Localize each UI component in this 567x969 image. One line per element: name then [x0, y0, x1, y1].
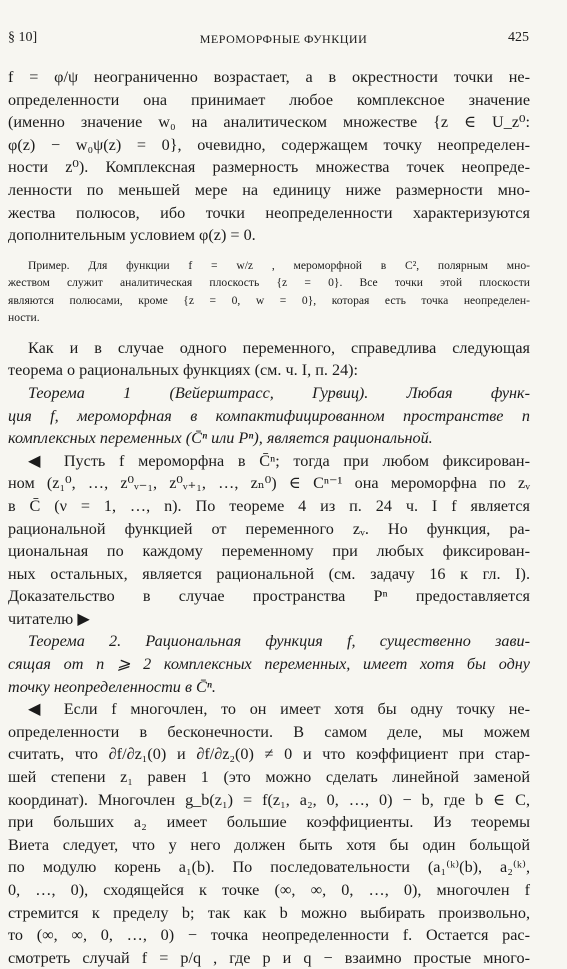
intro-paragraph	[8, 337, 530, 382]
page-body	[8, 66, 530, 969]
chapter-title: МЕРОМОРФНЫЕ ФУНКЦИИ	[199, 32, 368, 46]
proof-line: определенности в бесконечности. В самом деле, мы можем	[8, 722, 530, 741]
theorem-1	[8, 382, 530, 450]
running-header	[0, 30, 567, 52]
proof-line: стремится к пределу b; так как b можно выбирать произвольно,	[8, 903, 530, 922]
theorem-line: сящая от n ⩾ 2 комплексных переменных, имеет хотя бы одну	[8, 655, 530, 674]
text-line: теорема о рациональных функциях (см. ч. I, п. 24):	[8, 361, 359, 380]
theorem-line: Теорема 2. Рациональная функция f, существенно зави-	[28, 632, 530, 651]
proof-line: Доказательство в случае пространства Pⁿ предоставляется	[8, 587, 530, 606]
proof-line: ном (z₁⁰, …, z⁰ᵥ₋₁, z⁰ᵥ₊₁, …, zₙ⁰) ∈ Cⁿ⁻¹ она мероморфна по zᵥ	[8, 474, 530, 493]
theorem-line: точку неопределенности в C̄ⁿ.	[8, 677, 216, 696]
proof-line: смотреть случай f = p/q , где p и q − взаимно простые много-	[8, 948, 530, 967]
theorem-line: комплексных переменных (C̄ⁿ или Pⁿ), является рациональной.	[8, 429, 433, 448]
proof-line: по модулю корень a₁(b). По последовательности (a₁⁽ᵏ⁾(b), a₂⁽ᵏ⁾,	[8, 858, 530, 877]
proof-line: циональная по каждому переменному при любых фиксирован-	[8, 542, 530, 561]
text-line: дополнительным условием φ(z) = 0.	[8, 226, 256, 245]
proof-line: ных остальных, является рациональной (см. задачу 16 к гл. I).	[8, 564, 530, 583]
proof-1	[8, 450, 530, 631]
example-line: Пример. Для функции f = w/z , мероморфной в C², полярным мно-	[28, 258, 530, 272]
text-line: ленности по меньшей мере на единицу ниже размерности мно-	[8, 180, 530, 199]
text-line: (именно значение w₀ на аналитическом множестве {z ∈ U_z⁰:	[8, 113, 530, 132]
example-line: ности.	[8, 311, 40, 325]
proof-line: 0, …, 0), сходящейся к точке (∞, ∞, 0, …, 0), многочлен f	[8, 881, 530, 899]
page-number: 425	[508, 30, 529, 45]
proof-line: считать, что ∂f/∂z₁(0) и ∂f/∂z₂(0) ≠ 0 и что коэффициент при стар-	[8, 745, 530, 764]
proof-line: рациональной функцией от переменного zᵥ. Но функция, ра-	[8, 519, 530, 538]
proof-2	[8, 698, 530, 969]
example-block	[8, 257, 530, 327]
proof-line: ◀ Пусть f мероморфна в C̄ⁿ; тогда при любом фиксирован-	[28, 451, 530, 470]
theorem-line: ция f, мероморфная в компактифицированном пространстве n	[8, 406, 530, 425]
text-line: Как и в случае одного переменного, справедлива следующая	[28, 338, 530, 357]
proof-line: то (∞, ∞, 0, …, 0) − точка неопределенности f. Остается рас-	[8, 926, 530, 945]
theorem-2	[8, 630, 530, 698]
proof-line: ◀ Если f многочлен, то он имеет хотя бы одну точку не-	[28, 700, 530, 719]
text-line: φ(z) − w₀ψ(z) = 0}, очевидно, содержащем точку неопределен-	[8, 135, 530, 154]
proof-line: Виета следует, что у него должен быть хотя бы один больщой	[8, 835, 530, 854]
text-line: f = φ/ψ неограниченно возрастает, а в окрестности точки не-	[8, 68, 530, 86]
proof-line: в C̄ (ν = 1, …, n). По теореме 4 из п. 24 ч. I f является	[8, 496, 530, 515]
text-line: жества полюсов, ибо точки неопределенности характеризуются	[8, 203, 530, 222]
section-marker: § 10]	[8, 30, 38, 45]
proof-line: шей степени z₁ равен 1 (это можно сделать линейной заменой	[8, 768, 530, 787]
example-line: жеством служит аналитическая плоскость {z = 0}. Все точки этой плоскости	[8, 276, 530, 290]
text-line: определенности она принимает любое комплексное значение	[8, 90, 530, 109]
proof-line: читателю ▶	[8, 609, 90, 628]
theorem-line: Теорема 1 (Вейерштрасс, Гурвиц). Любая функ-	[28, 383, 530, 402]
example-line: являются полюсами, кроме {z = 0, w = 0}, которая есть точка неопределен-	[8, 293, 530, 307]
paragraph-continuation	[8, 66, 530, 247]
text-line: ности z⁰). Комплексная размерность множества точек неопреде-	[8, 158, 530, 177]
proof-line: при больших a₂ имеет большие коэффициенты. Из теоремы	[8, 813, 530, 832]
proof-line: координат). Многочлен g_b(z₁) = f(z₁, a₂, 0, …, 0) − b, где b ∈ C,	[8, 790, 530, 809]
